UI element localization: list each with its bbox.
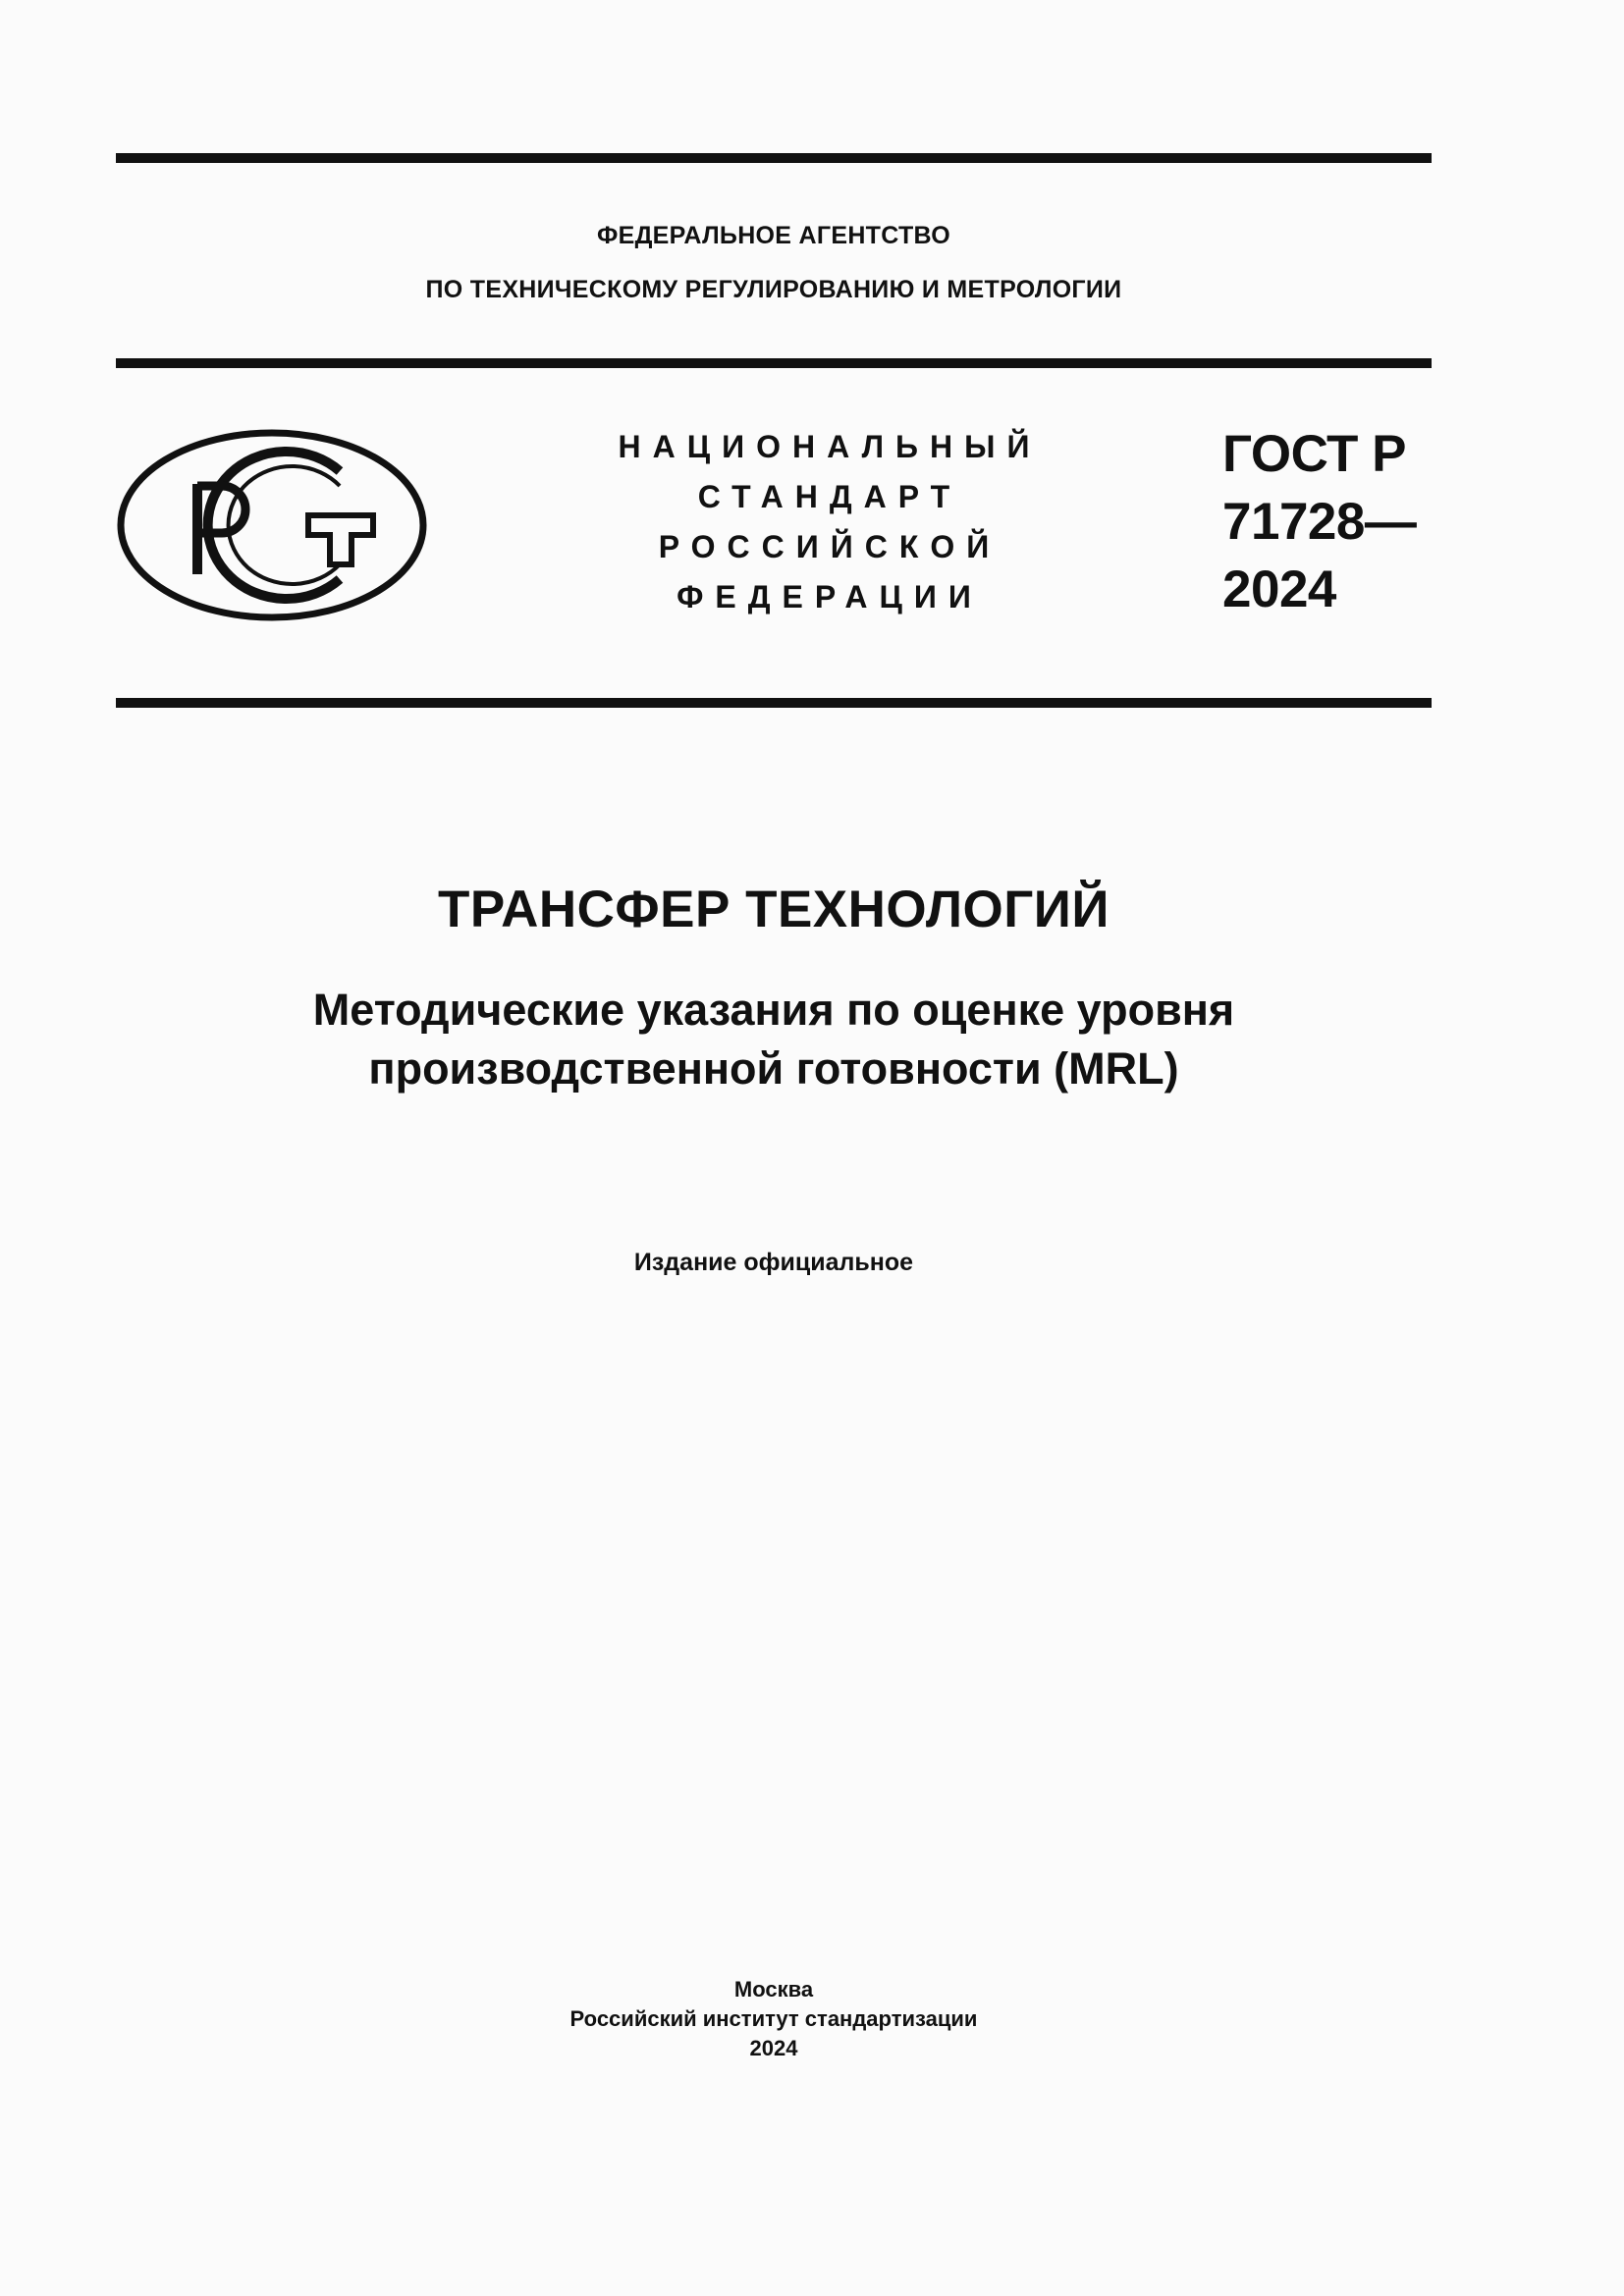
standard-type-line4: ФЕДЕРАЦИИ (677, 579, 983, 614)
agency-name-line2: ПО ТЕХНИЧЕСКОМУ РЕГУЛИРОВАНИЮ И МЕТРОЛОГИИ (425, 276, 1122, 303)
standard-type-line1: НАЦИОНАЛЬНЫЙ (618, 429, 1042, 464)
title-divider (116, 698, 1432, 708)
rst-mark-logo (116, 427, 428, 623)
gost-designation-line3: 2024 (1222, 561, 1336, 618)
imprint-year: 2024 (749, 2036, 798, 2060)
publisher-imprint (0, 1975, 1547, 2063)
document-subtitle-line1: Методические указания по оценке уровня (312, 985, 1235, 1035)
gost-designation-line2: 71728— (1222, 493, 1417, 551)
standard-type-line2: СТАНДАРТ (697, 479, 962, 514)
edition-note: Издание официальное (633, 1249, 914, 1276)
agency-name-line1: ФЕДЕРАЛЬНОЕ АГЕНТСТВО (596, 222, 951, 249)
gost-designation (1222, 420, 1416, 623)
top-divider (116, 153, 1432, 163)
header-divider (116, 358, 1432, 368)
imprint-publisher: Российский институт стандартизации (569, 2006, 978, 2031)
standard-type (579, 422, 1080, 622)
standard-type-line3: РОССИЙСКОЙ (658, 529, 1001, 564)
document-title: ТРАНСФЕР ТЕХНОЛОГИЙ (438, 881, 1110, 938)
document-subtitle-line2: производственной готовности (MRL) (368, 1043, 1179, 1094)
gost-designation-line1: ГОСТ Р (1222, 425, 1406, 483)
document-subtitle (0, 981, 1547, 1098)
imprint-city: Москва (733, 1977, 814, 2002)
